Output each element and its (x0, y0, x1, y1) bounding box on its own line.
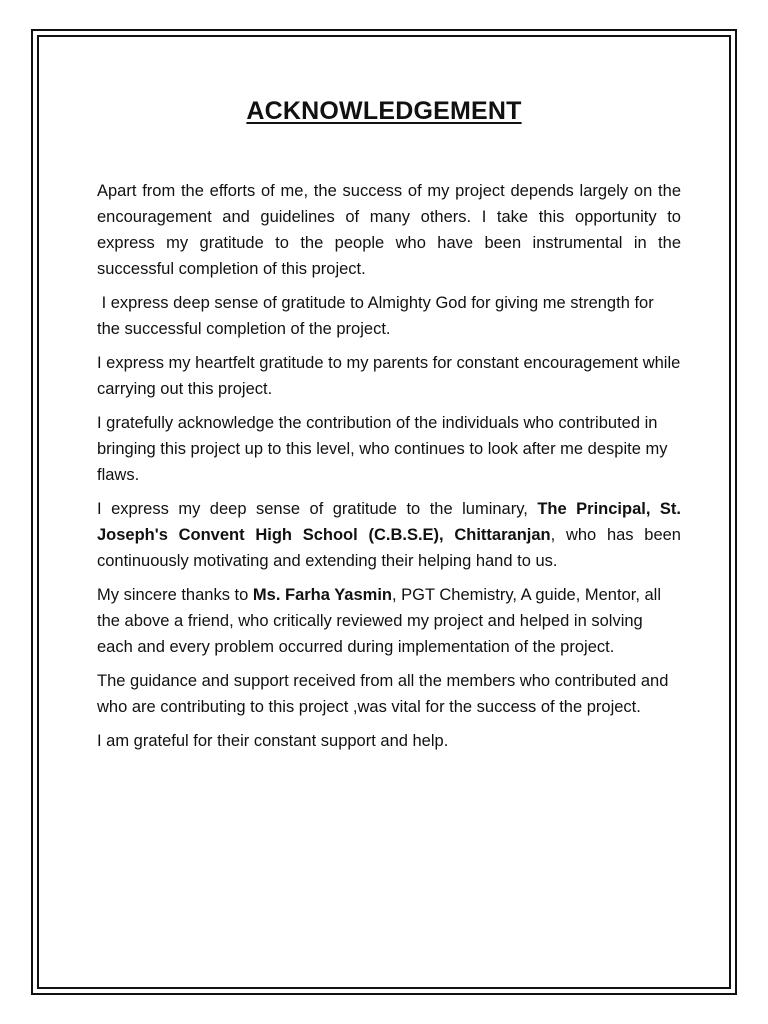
paragraph-5 (97, 496, 681, 574)
paragraph-6 (97, 582, 681, 660)
page-border-outer (31, 29, 737, 995)
paragraph-7: The guidance and support received from all the members who contributed and who are contributing to this project ,was vital for the success of the project. (97, 672, 669, 716)
paragraph-5-text-before: I express my deep sense of gratitude to the luminary, (97, 500, 538, 518)
paragraph-6-text-after: , PGT Chemistry, A guide, Mentor, all the above a friend, who critically reviewed my project and helped in solving each and every problem occurred during implementation of the project. (97, 586, 662, 656)
paragraph-5-text-after: , who has been continuously motivating and extending their helping hand to us. (97, 526, 681, 570)
principal-name: The Principal, St. Joseph's Convent High School (C.B.S.E), Chittaranjan (97, 500, 681, 544)
paragraph-1: Apart from the efforts of me, the success of my project depends largely on the encouragement and guidelines of many others. I take this opportunity to express my gratitude to the people who have been instrumental in the successful completion of this project. (97, 182, 681, 278)
paragraph-2: I express deep sense of gratitude to Almighty God for giving me strength for the successful completion of the project. (97, 294, 654, 338)
paragraph-3: I express my heartfelt gratitude to my parents for constant encouragement while carrying out this project. (97, 354, 681, 398)
page-title: ACKNOWLEDGEMENT (246, 97, 522, 125)
paragraph-4: I gratefully acknowledge the contribution of the individuals who contributed in bringing this project up to this level, who continues to look after me despite my flaws. (97, 414, 668, 484)
page-border-inner (37, 35, 731, 989)
guide-name: Ms. Farha Yasmin (252, 586, 392, 604)
paragraph-6-text-before: My sincere thanks to (97, 586, 253, 604)
paragraph-8: I am grateful for their constant support and help. (97, 732, 449, 750)
acknowledgement-body (97, 178, 681, 762)
